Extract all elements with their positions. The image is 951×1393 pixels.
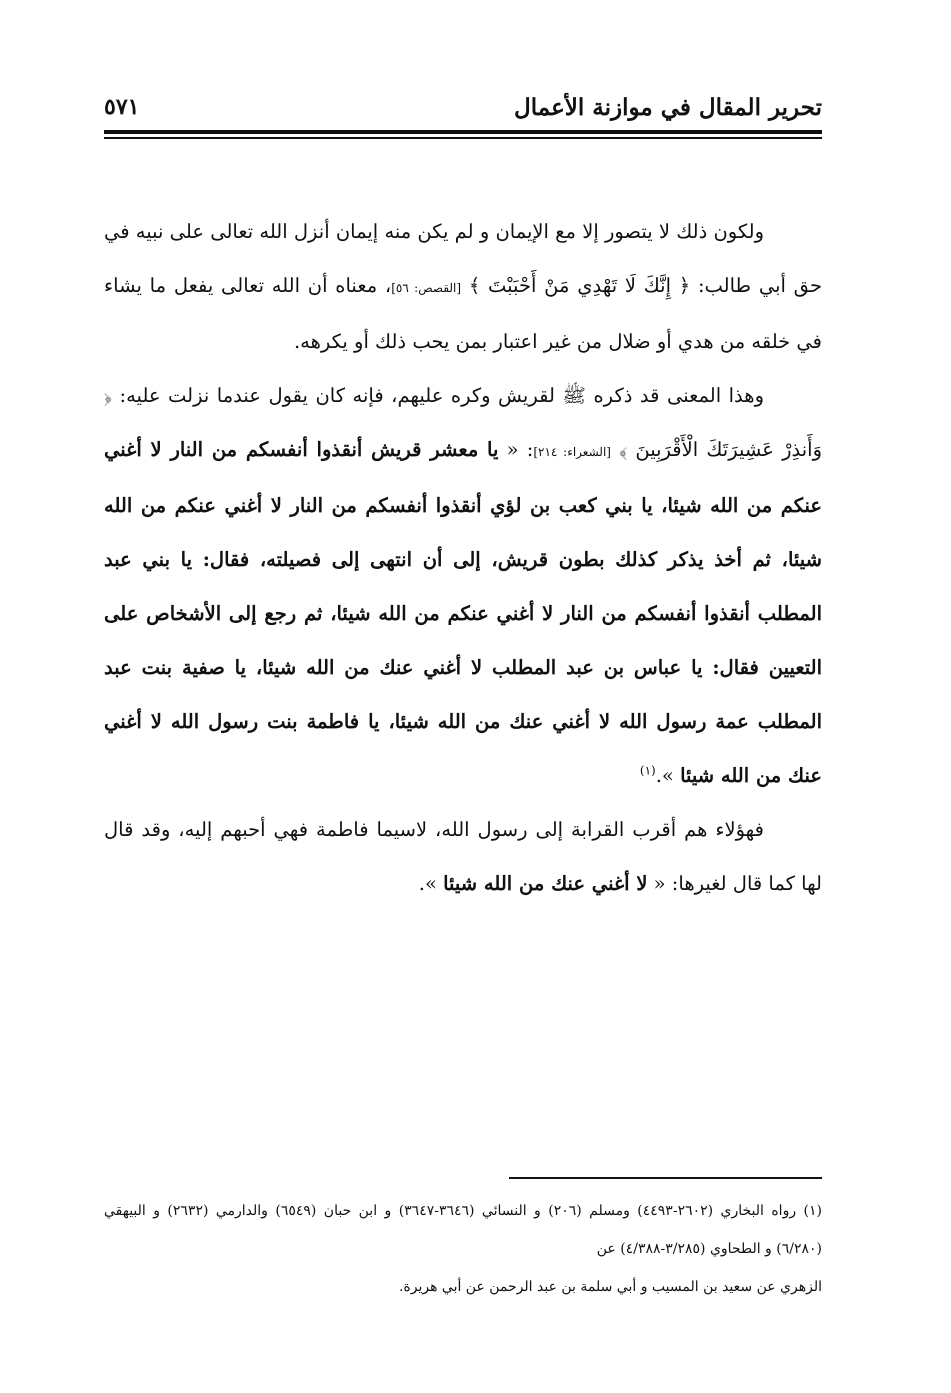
hadith-quote-short: لا أغني عنك من الله شيئا <box>443 872 648 895</box>
hadith-quote: يا معشر قريش أنقذوا أنفسكم من النار لا أغني عنكم من الله شيئا، يا بني كعب بن لؤي أنقذوا أنفسكم من النار لا أغني عنكم من الله شيئا، ثم أخذ يذكر كذلك بطون قريش، إلى أن انتهى إلى فصيلته، فقال: يا بني عبد المطلب أنقذوا أنفسكم من النار لا أغني عنكم من الله شيئا، ثم رجع إلى الأشخاص على التعيين فقال: يا عباس بن عبد المطلب لا أغني عنك من الله شيئا، يا صفية بنت عبد المطلب عمة رسول الله لا أغني عنك من الله شيئا، يا فاطمة بنت رسول الله لا أغني عنك من الله شيئا <box>104 438 822 787</box>
paragraph-2-text-a: وهذا المعنى قد ذكره ﷺ لقريش وكره عليهم، فإنه كان يقول عندما نزلت عليه: <box>112 384 764 407</box>
book-title: تحرير المقال في موازنة الأعمال <box>514 94 822 121</box>
header-rule-thin <box>104 137 822 139</box>
paragraph-3-close: ». <box>418 872 444 895</box>
footnote-marker: (١) <box>639 763 656 778</box>
verse-reference-2: [الشعراء: ٢١٤] <box>533 445 611 459</box>
footnote <box>104 1192 822 1306</box>
footnote-line-2: الزهري عن سعيد بن المسيب و أبي سلمة بن عبد الرحمن عن أبي هريرة. <box>398 1279 822 1295</box>
header-rule-thick <box>104 130 822 134</box>
paragraph-2 <box>104 369 822 803</box>
paragraph-1 <box>104 205 822 369</box>
footnote-separator <box>509 1177 822 1179</box>
paragraph-3-text-a: فهؤلاء هم أقرب القرابة إلى رسول الله، لاسيما فاطمة فهي أحبهم إليه، وقد قال لها كما قال لغيرها: « <box>104 818 822 895</box>
quran-verse-1: ﴿ إِنَّكَ لَا تَهْدِي مَنْ أَحْبَبْتَ ﴾ <box>468 274 691 297</box>
quote-open: : « <box>498 438 534 461</box>
paragraph-3 <box>104 803 822 911</box>
paragraph-1-text-a: ولكون ذلك لا يتصور إلا مع الإيمان و لم يكن منه إيمان أنزل الله تعالى على نبيه في حق أبي طالب: <box>104 220 822 297</box>
quran-verse-2: ﴿ وَأَنذِرْ عَشِيرَتَكَ الْأَقْرَبِينَ ﴾ <box>104 384 822 461</box>
running-header <box>104 90 822 130</box>
page-number: ٥٧١ <box>104 94 140 120</box>
main-text <box>104 205 822 911</box>
paragraph-1-text-b: ، معناه أن الله تعالى يفعل ما يشاء في خلقه من هدي أو ضلال من غير اعتبار بمن يحب ذلك أو يكرهه. <box>104 274 822 353</box>
quote-close: ». <box>655 764 681 787</box>
verse-reference-1: [القصص: ٥٦] <box>391 281 462 295</box>
footnote-line-1: (١) رواه البخاري (٢٦٠٢-٤٤٩٣) ومسلم (٢٠٦) و النسائي (٣٦٤٦-٣٦٤٧) و ابن حبان (٦٥٤٩) والدارمي (٢٦٣٢) و البيهقي (٦/٢٨٠) و الطحاوي (٣/٢٨٥-٤/٣٨٨) عن <box>104 1203 822 1257</box>
